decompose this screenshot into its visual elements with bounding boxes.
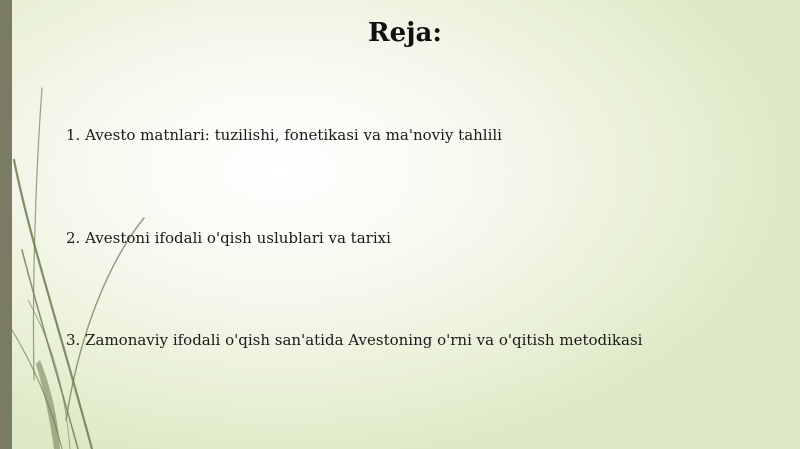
list-item: 1. Avesto matnlari: tuzilishi, fonetikasi va ma'noviy tahlili: [66, 126, 502, 144]
slide-title: Reja:: [367, 18, 442, 48]
list-item: 3. Zamonaviy ifodali o'qish san'atida Avestoning o'rni va o'qitish metodikasi: [66, 331, 643, 349]
left-accent-bar: [0, 0, 12, 449]
list-item: 2. Avestoni ifodali o'qish uslublari va tarixi: [66, 229, 391, 247]
